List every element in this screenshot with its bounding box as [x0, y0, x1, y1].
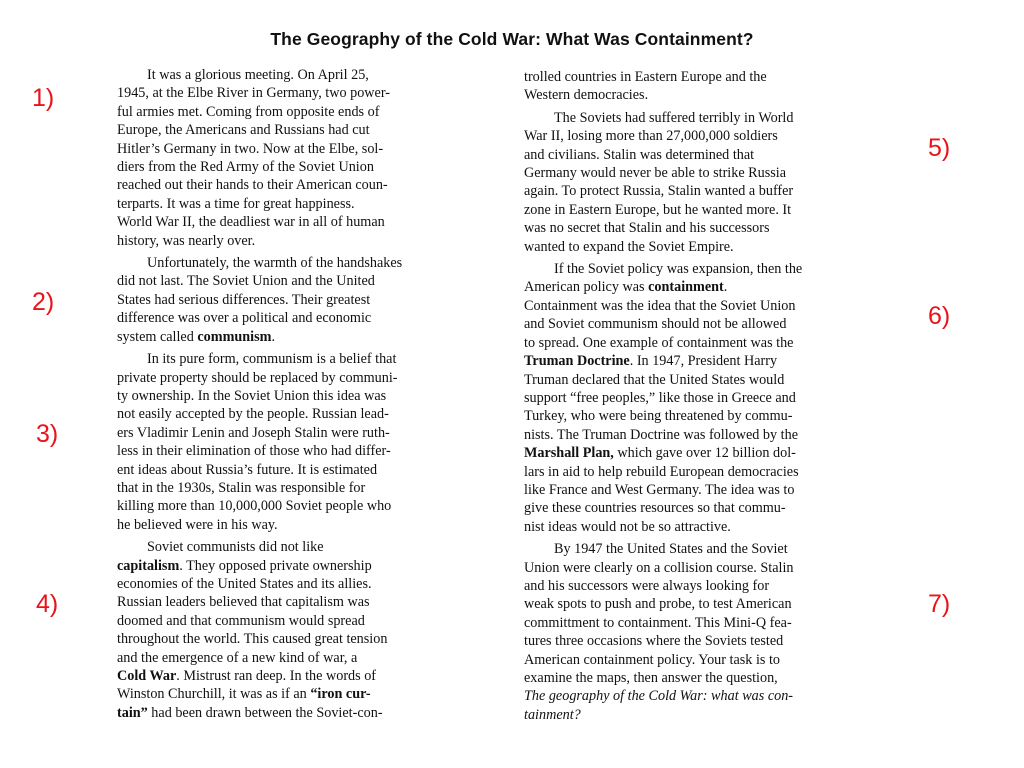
text-line — [524, 463, 909, 481]
text-run: difference was over a political and economic — [117, 310, 372, 327]
text-line — [524, 352, 909, 370]
text-run: ent ideas about Russia’s future. It is estimated — [117, 461, 378, 478]
text-run: not easily accepted by the people. Russian lead- — [117, 406, 389, 423]
text-line — [524, 219, 909, 237]
text-run: Truman Doctrine — [524, 353, 630, 370]
text-run: less in their elimination of those who had differ- — [117, 443, 391, 460]
text-run: and Soviet communism should not be allowed — [524, 316, 787, 333]
text-line — [524, 201, 909, 219]
text-run: weak spots to push and probe, to test American — [524, 596, 792, 613]
paragraph — [117, 254, 502, 346]
text-run: Russian leaders believed that capitalism was — [117, 594, 370, 611]
text-line — [117, 272, 502, 290]
text-run: Western democracies. — [524, 87, 649, 104]
paragraph — [524, 68, 909, 105]
text-run: States had serious differences. Their greatest — [117, 291, 371, 308]
text-run: examine the maps, then answer the question, — [524, 670, 778, 686]
text-line — [524, 651, 909, 669]
text-run: terparts. It was a time for great happiness. — [117, 195, 355, 212]
text-run: . — [271, 328, 276, 345]
paragraph — [524, 260, 909, 536]
text-line — [117, 66, 502, 84]
text-run: like France and West Germany. The idea was to — [524, 481, 795, 498]
text-run: economies of the United States and its allies. — [117, 575, 372, 592]
paragraph — [117, 66, 502, 250]
text-run: Hitler’s Germany in two. Now at the Elbe, sol- — [117, 140, 384, 157]
text-line — [117, 612, 502, 630]
text-run: diers from the Red Army of the Soviet Union — [117, 159, 374, 176]
text-line — [117, 461, 502, 479]
text-line — [117, 309, 502, 327]
text-run: wanted to expand the Soviet Empire. — [524, 238, 734, 255]
text-line — [524, 315, 909, 333]
text-line — [117, 538, 502, 556]
text-run: Soviet communists did not like — [147, 539, 324, 556]
text-line — [524, 86, 909, 104]
text-run: It was a glorious meeting. On April 25, — [147, 67, 369, 83]
text-line — [117, 254, 502, 272]
text-line — [524, 260, 909, 278]
text-run: give these countries resources so that commu- — [524, 500, 786, 517]
text-run: tain” — [117, 704, 148, 721]
text-line — [117, 213, 502, 231]
text-line — [524, 687, 909, 705]
text-line — [117, 328, 502, 346]
text-run: nist ideas would not be so attractive. — [524, 518, 731, 535]
paragraph — [524, 540, 909, 724]
text-line — [117, 442, 502, 460]
text-line — [117, 387, 502, 405]
text-run: Containment was the idea that the Soviet Union — [524, 297, 796, 314]
text-line — [524, 481, 909, 499]
paragraph — [524, 109, 909, 256]
text-run: Europe, the Americans and Russians had cut — [117, 122, 370, 139]
paragraph-marker-1: 1) — [32, 84, 55, 112]
text-run: ful armies met. Coming from opposite ends of — [117, 103, 380, 120]
text-run: American containment policy. Your task is to — [524, 651, 780, 668]
text-run: Cold War — [117, 668, 177, 684]
text-line — [524, 68, 909, 86]
text-line — [524, 499, 909, 517]
text-run: War II, losing more than 27,000,000 soldiers — [524, 128, 778, 145]
text-line — [524, 595, 909, 613]
text-run: reached out their hands to their American coun- — [117, 177, 388, 194]
text-run: . — [723, 279, 728, 296]
text-line — [117, 685, 502, 703]
text-run: 1945, at the Elbe River in Germany, two power- — [117, 85, 391, 102]
text-line — [524, 632, 909, 650]
text-line — [117, 291, 502, 309]
text-run: . They opposed private ownership — [179, 557, 372, 574]
text-run: ty ownership. In the Soviet Union this idea was — [117, 387, 387, 404]
text-line — [117, 84, 502, 102]
text-line — [524, 577, 909, 595]
text-run: Unfortunately, the warmth of the handshakes — [147, 255, 403, 272]
text-run: Marshall Plan, — [524, 445, 614, 462]
text-run: . Mistrust ran deep. In the words of — [176, 668, 377, 684]
text-line — [524, 518, 909, 536]
text-run: tures three occasions where the Soviets tested — [524, 633, 784, 650]
text-run: and the emergence of a new kind of war, a — [117, 649, 358, 666]
text-run: American policy was — [524, 279, 649, 296]
text-run: By 1947 the United States and the Soviet — [554, 541, 788, 558]
text-run: trolled countries in Eastern Europe and the — [524, 69, 767, 85]
paragraph — [117, 350, 502, 534]
text-run: private property should be replaced by communi- — [117, 369, 398, 386]
text-line — [117, 369, 502, 387]
text-run: throughout the world. This caused great tension — [117, 631, 388, 648]
paragraph-marker-7: 7) — [928, 590, 951, 618]
text-run: lars in aid to help rebuild European democracies — [524, 463, 799, 480]
text-line — [524, 389, 909, 407]
text-run: that in the 1930s, Stalin was responsible for — [117, 479, 366, 496]
text-run: containment — [648, 279, 724, 296]
text-run: ers Vladimir Lenin and Joseph Stalin were ruth- — [117, 424, 390, 441]
text-run: and his successors were always looking for — [524, 577, 770, 594]
text-line — [524, 371, 909, 389]
text-line — [117, 195, 502, 213]
paragraph-marker-2: 2) — [32, 288, 55, 316]
text-line — [524, 540, 909, 558]
text-line — [524, 297, 909, 315]
paragraph-marker-3: 3) — [36, 420, 59, 448]
text-line — [524, 182, 909, 200]
text-line — [117, 575, 502, 593]
text-run: . In 1947, President Harry — [629, 353, 778, 370]
text-run: Union were clearly on a collision course. Stalin — [524, 559, 794, 576]
text-line — [524, 109, 909, 127]
text-run: was no secret that Stalin and his successors — [524, 220, 770, 237]
text-line — [117, 479, 502, 497]
text-line — [117, 704, 502, 722]
text-line — [117, 176, 502, 194]
text-line — [524, 278, 909, 296]
text-line — [117, 158, 502, 176]
text-line — [524, 426, 909, 444]
text-run: nists. The Truman Doctrine was followed by the — [524, 426, 799, 443]
text-run: Turkey, who were being threatened by commu- — [524, 408, 793, 425]
text-run: zone in Eastern Europe, but he wanted more. It — [524, 201, 792, 218]
text-line — [117, 424, 502, 442]
text-run: Winston Churchill, it was as if an — [117, 686, 311, 703]
text-line — [524, 559, 909, 577]
text-run: history, was nearly over. — [117, 232, 256, 249]
text-line — [117, 121, 502, 139]
text-run: The Soviets had suffered terribly in World — [554, 109, 794, 126]
text-run: support “free peoples,” like those in Greece and — [524, 389, 796, 406]
text-line — [524, 407, 909, 425]
text-run: If the Soviet policy was expansion, then the — [554, 261, 803, 278]
page-title: The Geography of the Cold War: What Was Containment? — [270, 29, 754, 49]
text-run: World War II, the deadliest war in all of human — [117, 214, 385, 231]
text-line — [117, 497, 502, 515]
text-line — [524, 127, 909, 145]
text-run: “iron cur- — [310, 686, 371, 703]
paragraph-marker-6: 6) — [928, 302, 951, 330]
right-column — [524, 68, 909, 728]
text-run: he believed were in his way. — [117, 516, 278, 533]
text-run: had been drawn between the Soviet-con- — [147, 704, 383, 721]
paragraph — [117, 538, 502, 722]
text-line — [117, 593, 502, 611]
text-run: which gave over 12 billion dol- — [613, 445, 796, 462]
text-line — [117, 405, 502, 423]
text-run: committment to containment. This Mini-Q fea- — [524, 614, 792, 631]
text-line — [117, 649, 502, 667]
text-line — [117, 516, 502, 534]
left-column — [117, 66, 502, 726]
text-line — [524, 669, 909, 687]
text-line — [117, 350, 502, 368]
text-line — [524, 706, 909, 724]
text-line — [524, 238, 909, 256]
text-run: and civilians. Stalin was determined that — [524, 146, 755, 163]
paragraph-marker-4: 4) — [36, 590, 59, 618]
text-line — [524, 164, 909, 182]
text-run: Truman declared that the United States would — [524, 371, 785, 388]
text-run: to spread. One example of containment was the — [524, 334, 794, 351]
text-run: killing more than 10,000,000 Soviet people who — [117, 498, 392, 515]
paragraph-marker-5: 5) — [928, 134, 951, 162]
text-run: communism — [197, 328, 272, 345]
text-run: doomed and that communism would spread — [117, 612, 365, 629]
text-run: capitalism — [117, 557, 180, 574]
text-run: In its pure form, communism is a belief that — [147, 351, 397, 368]
text-run: system called — [117, 328, 198, 345]
text-line — [117, 667, 502, 685]
text-line — [117, 232, 502, 250]
text-line — [117, 630, 502, 648]
text-line — [524, 146, 909, 164]
text-line — [524, 444, 909, 462]
text-line — [117, 140, 502, 158]
text-run: did not last. The Soviet Union and the United — [117, 273, 375, 290]
text-line — [524, 614, 909, 632]
text-run: again. To protect Russia, Stalin wanted a buffer — [524, 183, 794, 200]
text-line — [117, 557, 502, 575]
text-run: tainment? — [524, 706, 581, 723]
text-line — [117, 103, 502, 121]
text-run: Germany would never be able to strike Russia — [524, 165, 787, 182]
text-line — [524, 334, 909, 352]
text-run: The geography of the Cold War: what was con- — [524, 688, 794, 705]
